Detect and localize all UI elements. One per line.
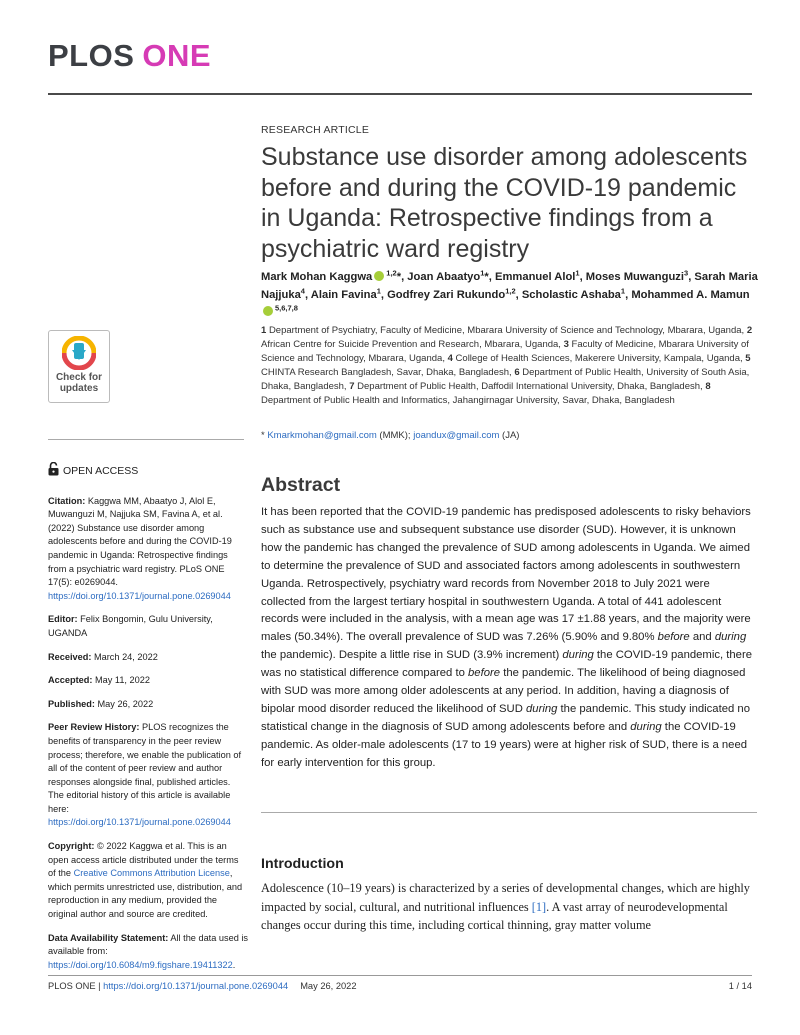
author[interactable] — [261, 268, 402, 283]
check-updates-line1: Check for — [55, 372, 103, 383]
author-name: Mark Mohan Kaggwa — [261, 271, 373, 283]
data-availability-label: Data Availability Statement: — [48, 932, 169, 943]
orcid-icon[interactable] — [374, 271, 384, 281]
affiliation-number: 1 — [261, 325, 267, 336]
author-name: Joan Abaatyo — [407, 271, 481, 283]
copyright-block — [48, 840, 248, 922]
received-block — [48, 651, 248, 665]
email-suffix-1: (MMK); — [376, 430, 414, 441]
abstract-italic-during-3: during — [526, 702, 558, 715]
figshare-link[interactable]: https://doi.org/10.6084/m9.figshare.19411322 — [48, 959, 233, 970]
affiliation-text: Department of Psychiatry, Faculty of Medicine, Mbarara University of Science and Technology, Mbarara, Uganda, — [268, 325, 745, 336]
author[interactable] — [310, 285, 381, 301]
abstract-divider — [261, 812, 757, 813]
accepted-date: May 11, 2022 — [94, 675, 150, 686]
article-title: Substance use disorder among adolescents before and during the COVID-19 pandemic in Uganda: Retrospective findings from a psychiatric ward registry — [261, 143, 748, 263]
affiliation-number: 4 — [447, 353, 453, 364]
abstract-text-3: the COVID-19 pandemic, there was no statistical difference compared to — [261, 649, 753, 680]
abstract-text-4: the pandemic. The likelihood of being diagnosed with SUD was more among older adolescents at any period. In addition, having a diagnosis of bipolar mood disorder reduced the likelihood of SUD — [261, 667, 746, 715]
email-link-abaatyo[interactable]: joandux@gmail.com — [413, 430, 500, 441]
author-name: Emmanuel Alol — [495, 271, 576, 283]
author[interactable] — [407, 268, 489, 283]
affiliation-number: 8 — [705, 381, 711, 392]
check-updates-line2: updates — [59, 383, 99, 394]
email-star: * — [261, 430, 265, 441]
published-label: Published: — [48, 698, 95, 709]
abstract-italic-during-1: during — [714, 631, 747, 644]
reference-link-1[interactable]: [1] — [531, 899, 547, 914]
check-updates-icon — [62, 336, 96, 370]
footer-doi-link[interactable]: https://doi.org/10.1371/journal.pone.0269044 — [103, 981, 289, 991]
footer-date: May 26, 2022 — [300, 981, 357, 991]
corresponding-star: * — [396, 271, 402, 283]
sidebar-divider — [48, 439, 244, 440]
intro-text-2: . A vast array of neurodevelopmental changes occur during this time, including cortical thinning, gray matter volume — [261, 899, 728, 933]
author-list: Mark Mohan Kaggwa $^{1,2}$*, Joan Abaatyo$^1$*, Emmanuel Alol$^1$, Moses Muwanguzi$^3$, Sarah Maria Najjuka$^4$, Alain Favina$^1$, Godfrey Zari Rukundo$^{1,2}$, Scholastic Ashaba$^1$, Mohammed A. Mamun$^{5,6,7,8}$ — [261, 269, 761, 322]
page-number: 1 / 14 — [728, 981, 752, 991]
author-name: Mohammed A. Mamun — [631, 288, 750, 301]
editor-block — [48, 613, 248, 640]
abstract-text-6: the COVID-19 pandemic. As older-male adolescents (17 to 19 years) were at higher risk of SUD, there is a need for early intervention for this group. — [261, 720, 748, 769]
peer-review-label: Peer Review History: — [48, 722, 140, 733]
footer-journal: PLOS ONE | — [48, 981, 104, 991]
orcid-icon[interactable] — [263, 306, 273, 316]
author-name: Scholastic Ashaba — [521, 288, 621, 301]
introduction-heading: Introduction — [261, 856, 344, 872]
open-lock-icon — [48, 462, 59, 481]
affiliation-text: Faculty of Medicine, Mbarara University of Science and Technology, Mbarara, Uganda, — [261, 339, 749, 364]
citation-text: Kaggwa MM, Abaatyo J, Alol E, Muwanguzi M, Najjuka SM, Favina A, et al. (2022) Substance use disorder among adolescents before and during the COVID-19 pandemic in Uganda: Retrospective findings from a psychiatric ward registry. PLoS ONE 17(5): e0269044. — [48, 495, 232, 588]
affiliation-text: Department of Public Health, University of South Asia, Dhaka, Bangladesh, — [261, 367, 750, 392]
affiliation-text: CHINTA Research Bangladesh, Savar, Dhaka, Bangladesh, — [261, 367, 512, 378]
corresponding-star: * — [484, 271, 489, 283]
published-block — [48, 698, 248, 712]
affiliation-number: 7 — [349, 381, 355, 392]
received-label: Received: — [48, 651, 92, 662]
author-affiliation-sup: 4 — [300, 285, 305, 295]
corresponding-emails — [261, 430, 757, 441]
abstract-text-2: the pandemic). Despite a little rise in SUD (3.9% increment) — [261, 649, 563, 662]
data-availability-end: . — [232, 959, 236, 970]
abstract-heading: Abstract — [261, 474, 341, 496]
peer-review-block — [48, 721, 248, 830]
abstract-italic-before-2: before — [468, 667, 501, 680]
abstract-body — [261, 504, 757, 773]
author-affiliation-sup: 1 — [620, 285, 626, 295]
check-for-updates-badge[interactable] — [48, 330, 110, 403]
author-name: Alain Favina — [310, 288, 377, 301]
published-date: May 26, 2022 — [97, 698, 154, 709]
affiliation-number: 6 — [514, 367, 520, 378]
copyright-text: © 2022 Kaggwa et al. This is an open access article distributed under the terms of the — [48, 841, 239, 879]
affiliation-text: College of Health Sciences, Makerere University, Kampala, Uganda, — [455, 353, 743, 364]
citation-block — [48, 495, 248, 604]
data-availability-text: All the data used is available from: — [48, 932, 249, 957]
abstract-and: and — [689, 631, 715, 644]
author[interactable] — [585, 268, 689, 283]
editor-label: Editor: — [48, 614, 78, 625]
author-affiliation-sup: 3 — [684, 268, 689, 278]
article-type: RESEARCH ARTICLE — [261, 124, 370, 136]
copyright-label: Copyright: — [48, 841, 95, 852]
affiliation-text: Department of Public Health, Daffodil International University, Dhaka, Bangladesh, — [357, 381, 703, 392]
page-footer — [48, 981, 357, 991]
received-date: March 24, 2022 — [93, 651, 158, 662]
citation-doi-link[interactable]: https://doi.org/10.1371/journal.pone.0269044 — [48, 590, 231, 601]
plos-one-logo[interactable] — [48, 38, 211, 74]
header-rule — [48, 93, 752, 95]
author-affiliation-sup: 1 — [575, 268, 580, 278]
footer-rule — [48, 975, 752, 976]
affiliation-text: Department of Public Health and Informatics, Jahangirnagar University, Savar, Dhaka, Bangladesh — [261, 395, 675, 406]
author-affiliation-sup: 1,2 — [386, 268, 397, 278]
author-name: Godfrey Zari Rukundo — [387, 288, 506, 301]
abstract-italic-during-4: during — [630, 720, 662, 733]
affiliation-number: 5 — [745, 353, 751, 364]
open-access-label — [48, 462, 248, 481]
author[interactable] — [387, 285, 516, 301]
author-affiliation-sup: 5,6,7,8 — [275, 303, 298, 313]
logo-one: ONE — [142, 38, 212, 73]
article-sidebar — [48, 462, 248, 982]
open-access-text: OPEN ACCESS — [63, 464, 139, 477]
affiliation-text: African Centre for Suicide Prevention and Research, Mbarara, Uganda, — [261, 339, 561, 350]
peer-review-link[interactable]: https://doi.org/10.1371/journal.pone.0269044 — [48, 817, 231, 828]
cc-license-link[interactable]: Creative Commons Attribution License — [73, 868, 230, 879]
accepted-label: Accepted: — [48, 675, 93, 686]
author[interactable] — [521, 285, 626, 301]
editor-text: Felix Bongomin, Gulu University, UGANDA — [48, 614, 213, 638]
author-name: Sarah Maria Najjuka — [261, 271, 758, 301]
affiliations — [261, 324, 757, 408]
author-affiliation-sup: 1 — [376, 285, 381, 295]
abstract-italic-during-2: during — [562, 649, 594, 662]
abstract-italic-before-1: before — [657, 631, 690, 644]
author-affiliation-sup: 1 — [480, 268, 485, 278]
abstract-text-5: the pandemic. This study indicated no statistical change in the diagnosis of SUD among adolescents before and — [261, 702, 750, 733]
data-availability-block — [48, 932, 248, 973]
copyright-text-2: , which permits unrestricted use, distribution, and reproduction in any medium, provided the original author and source are credited. — [48, 868, 243, 920]
citation-label: Citation: — [48, 495, 86, 506]
affiliation-number: 3 — [563, 339, 569, 350]
author-affiliation-sup: 1,2 — [505, 285, 516, 295]
email-suffix-2: (JA) — [499, 430, 520, 441]
accepted-block — [48, 674, 248, 688]
peer-review-text: PLOS recognizes the benefits of transparency in the peer review process; therefore, we enable the publication of all of the content of peer review and author responses alongside final, published articles. The editorial history of this article is available here: — [48, 722, 242, 814]
affiliation-number: 2 — [746, 325, 753, 336]
email-link-kaggwa[interactable]: Kmarkmohan@gmail.com — [267, 430, 377, 441]
introduction-body — [261, 879, 757, 935]
author-name: Moses Muwanguzi — [585, 271, 685, 283]
logo-plos: PLOS — [48, 38, 135, 73]
intro-text-1: Adolescence (10–19 years) is characterized by a series of developmental changes, which are highly impacted by social, cultural, and nutritional influences — [261, 881, 750, 914]
abstract-text-1: It has been reported that the COVID-19 pandemic has predisposed adolescents to risky behaviors such as substance use and subsequent substance use disorder (SUD). However, it is unknown how the pandemic has changed the prevalence of SUD among adolescents in Uganda. We aimed to determine the prevalence of SUD and associated factors among adolescents in southwestern Uganda. Retrospectively, psychiatry ward records from November 2018 to July 2021 were collected from the largest tertiary hospital in southwestern Uganda. A total of 441 adolescent records were included in the analysis, with a mean age was 17 ±1.88 years, and the majority were males (50.34%). The overall prevalence of SUD was 7.26% (5.90% and 9.80% — [261, 506, 751, 644]
author[interactable] — [495, 268, 580, 283]
